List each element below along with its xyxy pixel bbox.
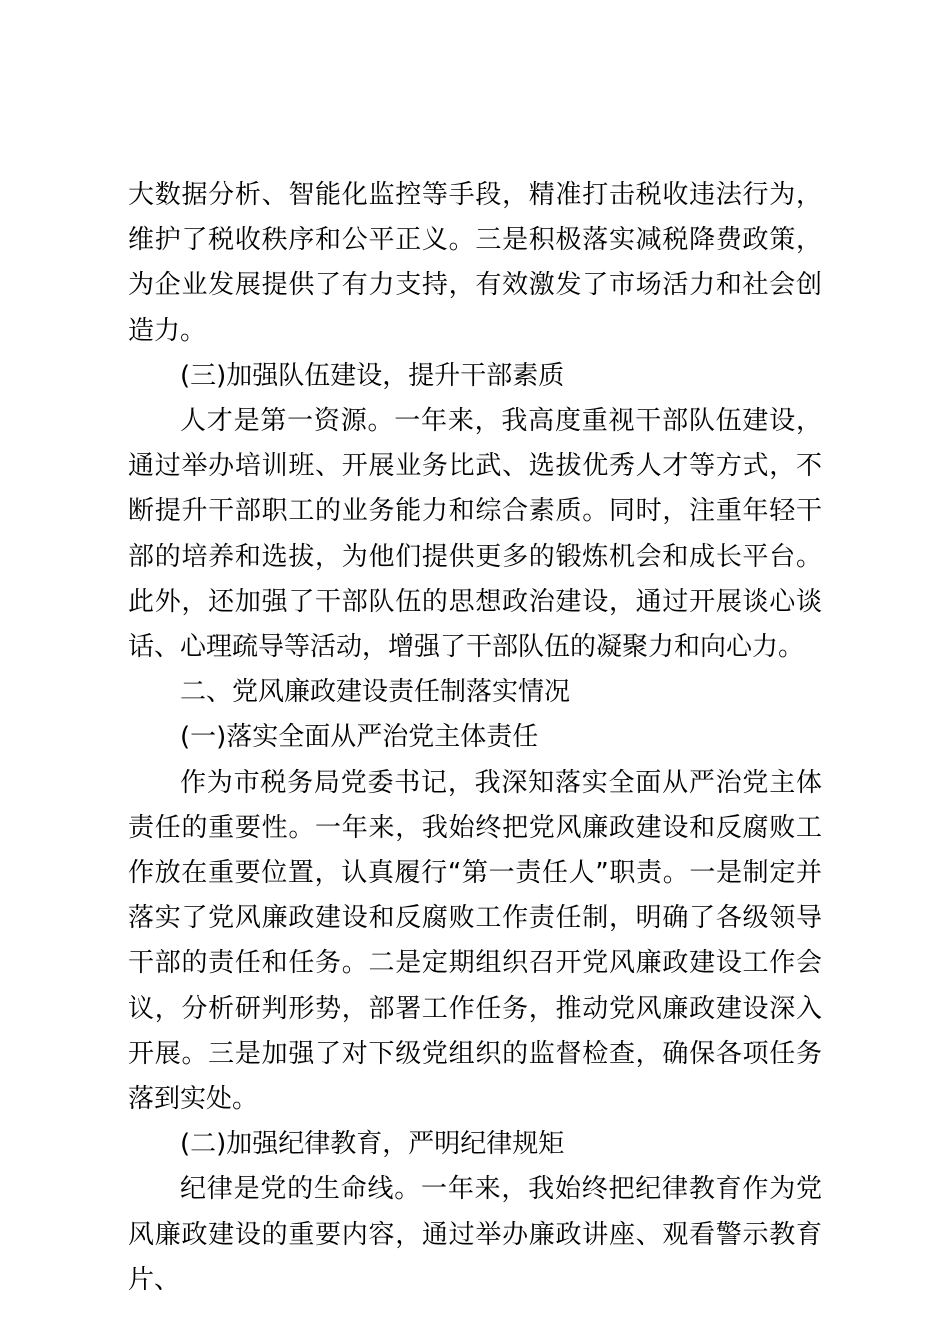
subsection-heading-responsibility: (一)落实全面从严治党主体责任 xyxy=(180,722,539,753)
paragraph-team-building: 人才是第一资源。一年来，我高度重视干部队伍建设，通过举办培训班、开展业务比武、选拔优秀人才等方式，不断提升干部职工的业务能力和综合素质。同时，注重年轻干部的培养和选拔，为他们提供更多的锻炼机会和成长平台。此外，还加强了干部队伍的思想政治建设，通过开展谈心谈话、心理疏导等活动，增强了干部队伍的凝聚力和向心力。 xyxy=(128,406,822,663)
section-heading-integrity: 二、党风廉政建设责任制落实情况 xyxy=(180,677,571,708)
paragraph-continuation: 大数据分析、智能化监控等手段，精准打击税收违法行为，维护了税收秩序和公平正义。三是积极落实减税降费政策，为企业发展提供了有力支持，有效激发了市场活力和社会创造力。 xyxy=(128,180,822,346)
paragraph-responsibility: 作为市税务局党委书记，我深知落实全面从严治党主体责任的重要性。一年来，我始终把党风廉政建设和反腐败工作放在重要位置，认真履行“第一责任人”职责。一是制定并落实了党风廉政建设和反腐败工作责任制，明确了各级领导干部的责任和任务。二是定期组织召开党风廉政建设工作会议，分析研判形势，部署工作任务，推动党风廉政建设深入开展。三是加强了对下级党组织的监督检查，确保各项任务落到实处。 xyxy=(128,767,822,1115)
document-body xyxy=(128,173,822,1303)
paragraph-discipline: 纪律是党的生命线。一年来，我始终把纪律教育作为党风廉政建设的重要内容，通过举办廉政讲座、观看警示教育片、 xyxy=(128,1174,822,1295)
subsection-heading-discipline: (二)加强纪律教育，严明纪律规矩 xyxy=(180,1129,565,1160)
section-heading-team-building: (三)加强队伍建设，提升干部素质 xyxy=(180,360,565,391)
